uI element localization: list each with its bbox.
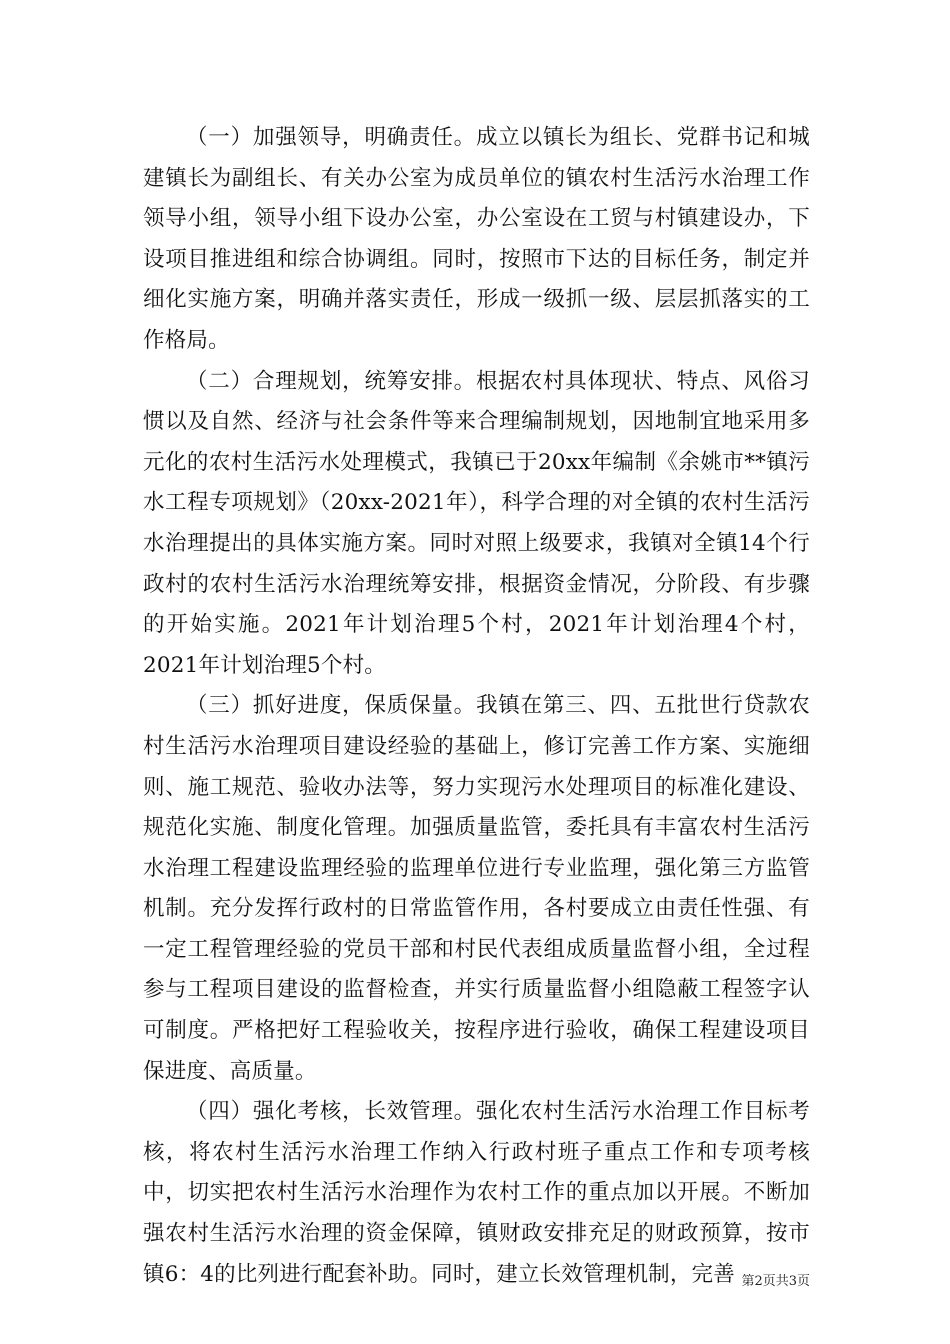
paragraph-1: （一）加强领导，明确责任。成立以镇长为组长、党群书记和城建镇长为副组长、有关办公室为成员单位的镇农村生活污水治理工作领导小组，领导小组下设办公室，办公室设在工贸与村镇建设办，下设项目推进组和综合协调组。同时，按照市下达的目标任务，制定并细化实施方案，明确并落实责任，形成一级抓一级、层层抓落实的工作格局。 xyxy=(143,125,810,353)
document-body xyxy=(143,118,810,1295)
paragraph-3: （三）抓好进度，保质保量。我镇在第三、四、五批世行贷款农村生活污水治理项目建设经验的基础上，修订完善工作方案、实施细则、施工规范、验收办法等，努力实现污水处理项目的标准化建设、规范化实施、制度化管理。加强质量监管，委托具有丰富农村生活污水治理工程建设监理经验的监理单位进行专业监理，强化第三方监管机制。充分发挥行政村的日常监管作用，各村要成立由责任性强、有一定工程管理经验的党员干部和村民代表组成质量监督小组，全过程参与工程项目建设的监督检查，并实行质量监督小组隐蔽工程签字认可制度。严格把好工程验收关，按程序进行验收，确保工程建设项目保进度、高质量。 xyxy=(143,693,810,1084)
paragraph-2: （二）合理规划，统筹安排。根据农村具体现状、特点、风俗习惯以及自然、经济与社会条件等来合理编制规划，因地制宜地采用多元化的农村生活污水处理模式，我镇已于20xx年编制《余姚市**镇污水工程专项规划》（20xx-2021年），科学合理的对全镇的农村生活污水治理提出的具体实施方案。同时对照上级要求，我镇对全镇14个行政村的农村生活污水治理统筹安排，根据资金情况，分阶段、有步骤的开始实施。2021年计划治理5个村，2021年计划治理4个村，2021年计划治理5个村。 xyxy=(143,368,810,678)
page-number-footer: 第2页共3页 xyxy=(741,1274,810,1289)
paragraph-4: （四）强化考核，长效管理。强化农村生活污水治理工作目标考核，将农村生活污水治理工作纳入行政村班子重点工作和专项考核中，切实把农村生活污水治理作为农村工作的重点加以开展。不断加强农村生活污水治理的资金保障，镇财政安排充足的财政预算，按市镇6：4的比列进行配套补助。同时，建立长效管理机制，完善 xyxy=(143,1099,810,1287)
